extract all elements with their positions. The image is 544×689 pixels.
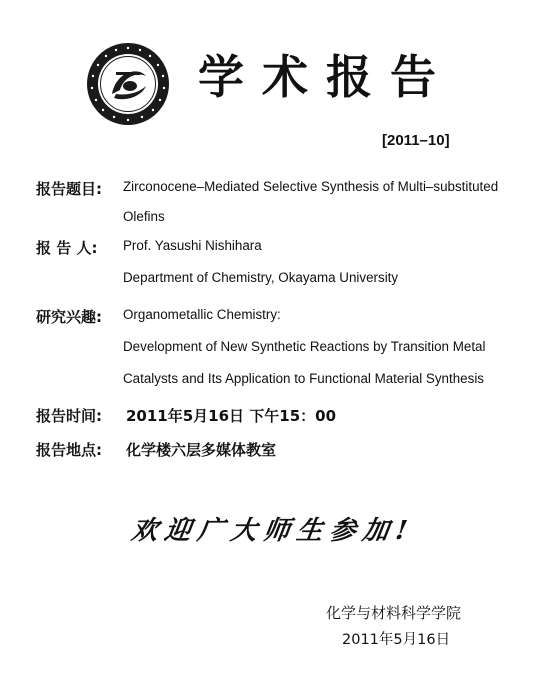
interests-line-3: Catalysts and Its Application to Functional Material Synthesis bbox=[123, 371, 484, 386]
topic-line-2: Olefins bbox=[123, 209, 165, 224]
page-title: 学术报告 bbox=[198, 50, 454, 104]
topic-line-1: Zirconocene–Mediated Selective Synthesis of Multi–substituted bbox=[123, 179, 499, 194]
speaker-name: Prof. Yasushi Nishihara bbox=[123, 238, 262, 253]
interests-label: 研究兴趣: bbox=[36, 308, 102, 326]
welcome-message: 欢迎广大师生参加! bbox=[129, 516, 417, 546]
time-label: 报告时间: bbox=[36, 407, 102, 425]
location-value: 化学楼六层多媒体教室 bbox=[126, 441, 277, 459]
location-label: 报告地点: bbox=[36, 441, 102, 459]
issue-number: [2011–10] bbox=[382, 132, 450, 149]
issue-date: 2011年5月16日 bbox=[342, 632, 451, 648]
university-seal-icon bbox=[86, 42, 170, 126]
interests-line-1: Organometallic Chemistry: bbox=[123, 307, 281, 322]
topic-label: 报告题目: bbox=[36, 180, 102, 198]
speaker-affiliation: Department of Chemistry, Okayama University bbox=[123, 270, 399, 285]
speaker-label: 报 告 人: bbox=[36, 239, 98, 257]
organizer: 化学与材料科学学院 bbox=[326, 604, 462, 622]
interests-line-2: Development of New Synthetic Reactions by Transition Metal bbox=[123, 339, 486, 354]
time-value: 2011年5月16日 下午15：00 bbox=[126, 407, 337, 425]
